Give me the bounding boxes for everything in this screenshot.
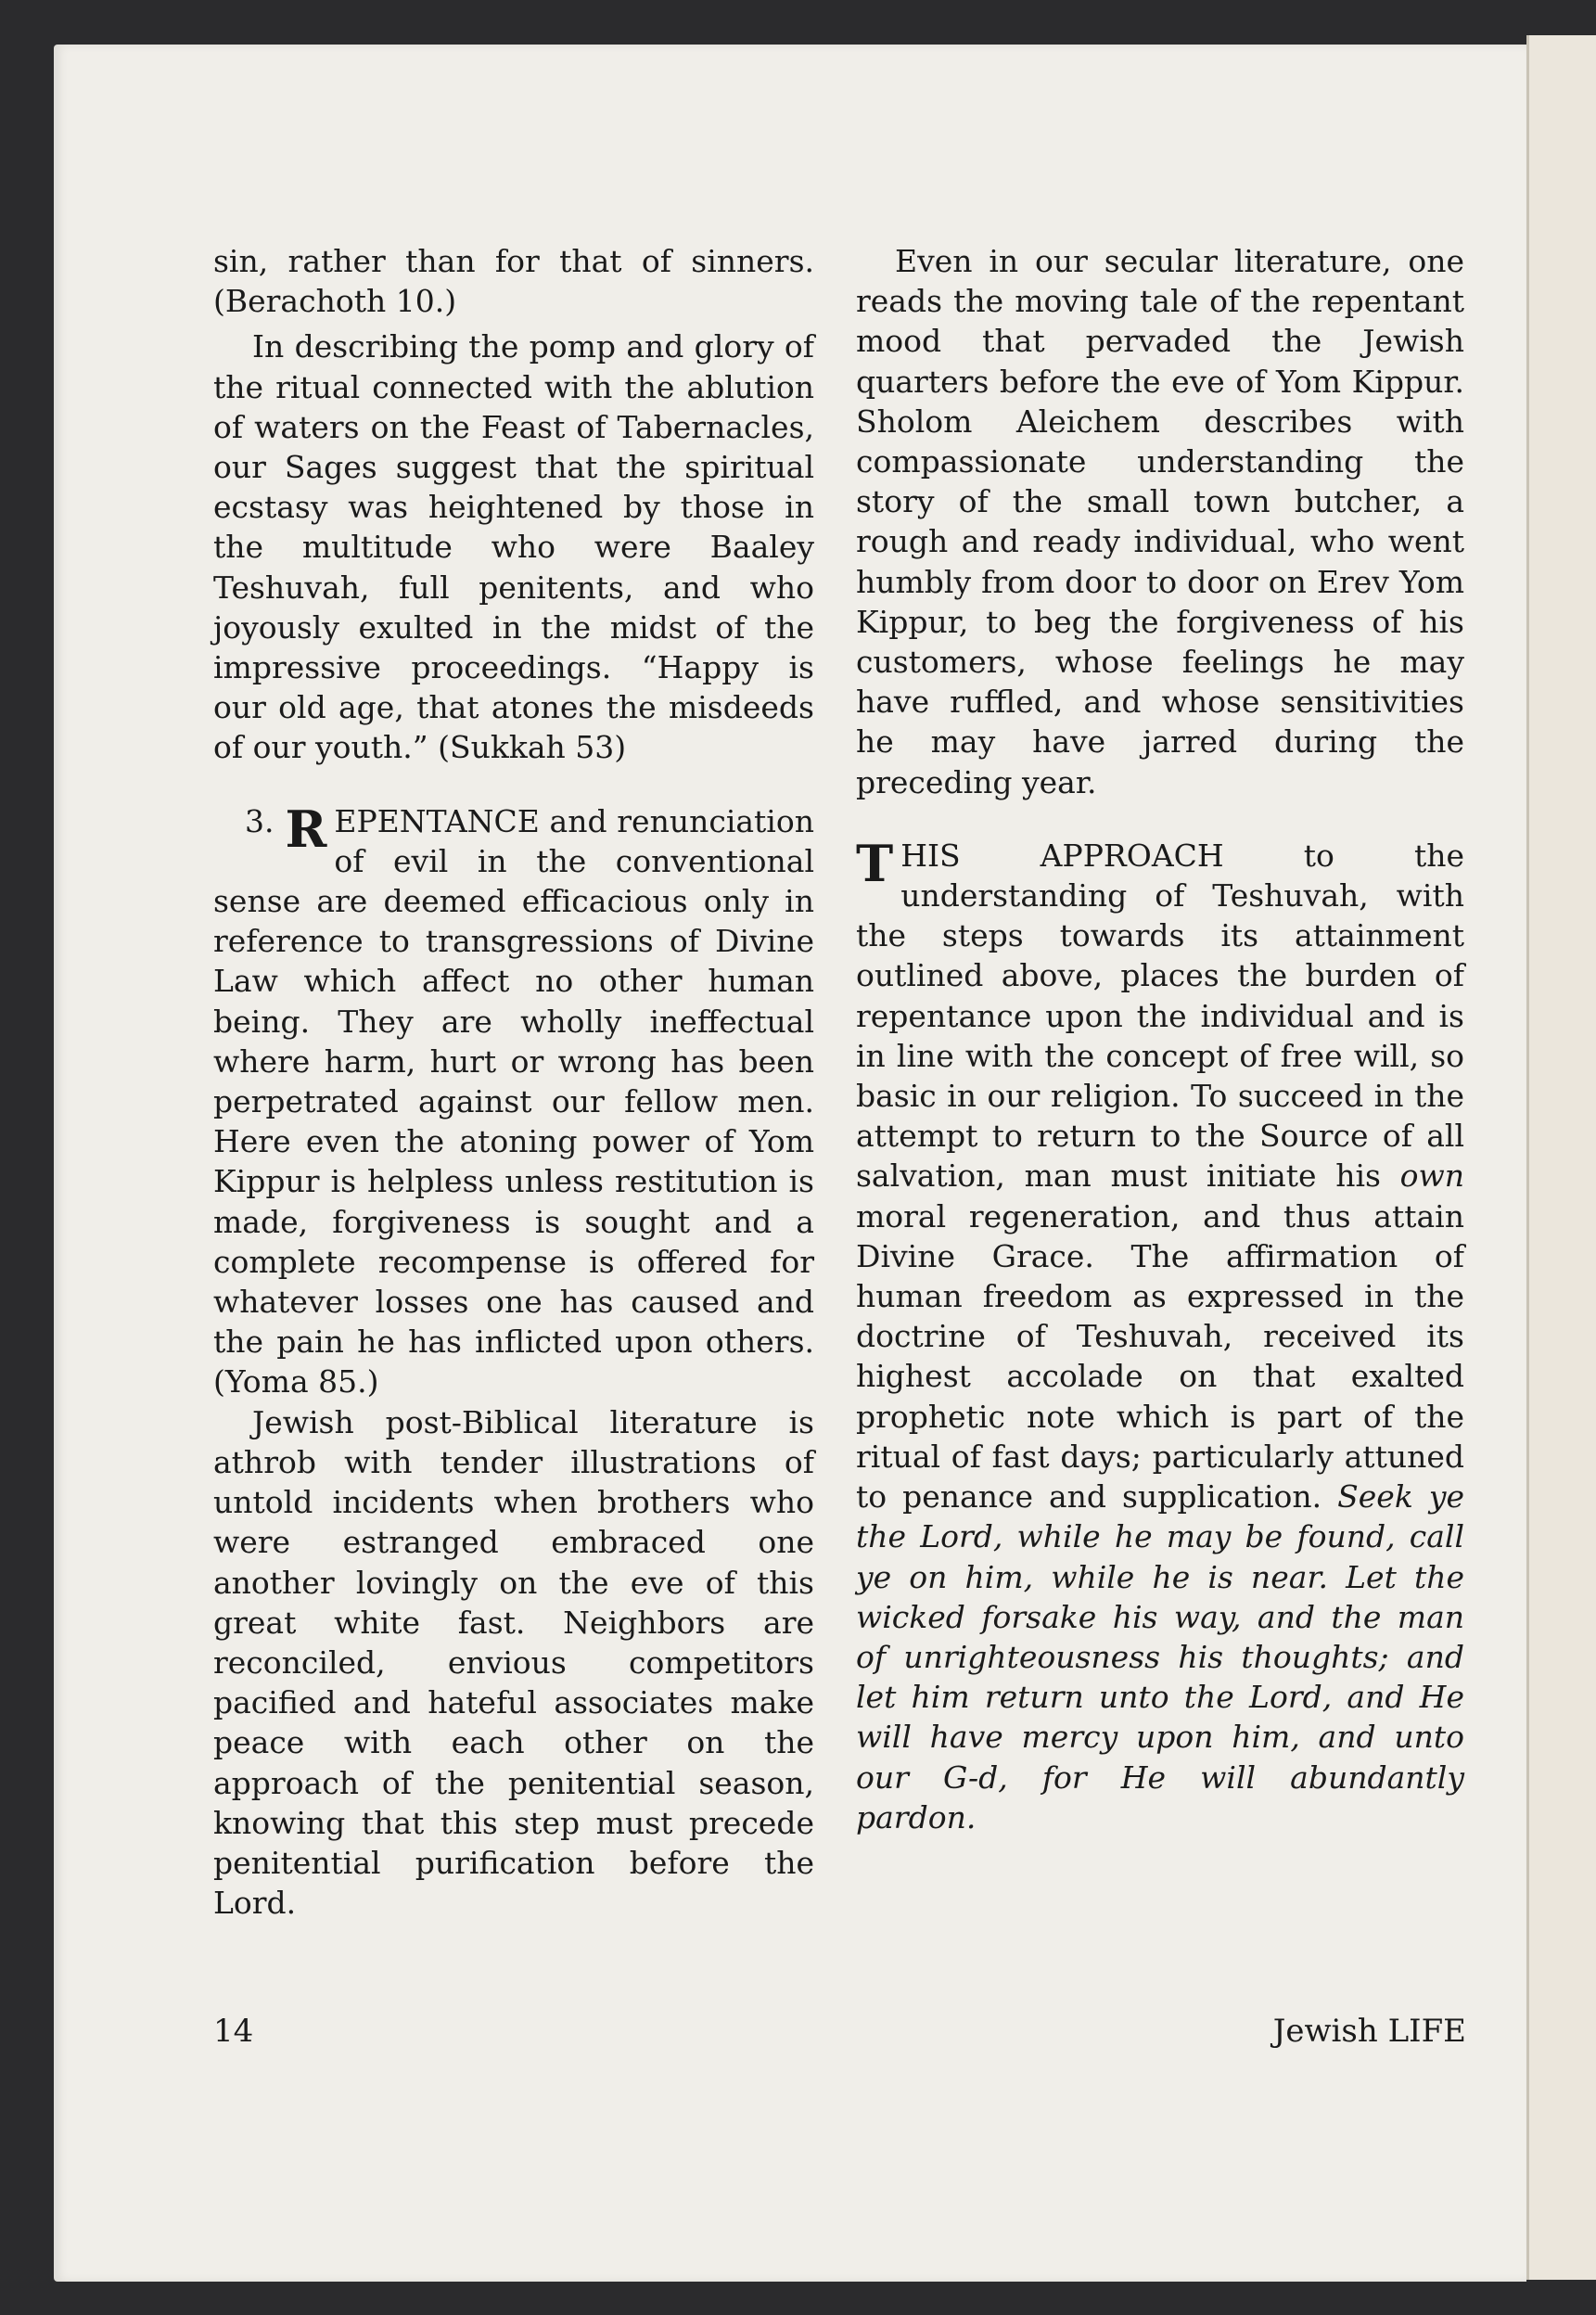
drop-cap-t: T [856,833,894,893]
publication-name: Jewish LIFE [1272,2013,1466,2050]
left-paragraph-1: sin, rather than for that of sinners. (Berachoth 10.) [213,243,814,320]
left-column [213,241,814,1923]
page-number: 14 [213,2013,254,2050]
right-paragraph-1: Even in our secular literature, one reads the moving tale of the repentant mood that pervaded the Jewish quarters before the eve of Yom Kippur. Sholom Aleichem describes with compassionate understanding the story of the small town butcher, a rough and ready individual, who went humbly from door to door on Erev Yom Kippur, to beg the forgiveness of his customers, whose feelings he may have ruffled, and whose sensitivities he may have jarred during the preceding year. [856,243,1464,800]
right-paragraph-2 [856,833,1464,1837]
drop-cap-r: R [285,799,327,859]
adjacent-page-edge [1526,35,1596,2280]
left-paragraph-2: In describing the pomp and glory of the ritual connected with the ablution of waters on the Feast of Tabernacles, our Sages suggest that the spiritual ecstasy was heightened by those in the multitude who were Baaley Teshuvah, full penitents, and who joyously exulted in the midst of the impressive proceedings. “Happy is our old age, that atones the misdeeds of our youth.” (Sukkah 53) [213,328,814,766]
emphasis-own: own [1399,1158,1464,1195]
right-paragraph-2-text-b: moral regeneration, and thus attain Divine Grace. The affirmation of human freedom as expressed in the doctrine of Teshuvah, received its highest accolade on that exalted prophetic note which is part of the ritual of fast days; particularly attuned to penance and supplication. [856,1197,1464,1516]
left-paragraph-4: Jewish post-Biblical literature is athrob with tender illustrations of untold incidents when brothers who were estranged embraced one another lovingly on the eve of this great white fast. Neighbors are reconciled, envious competitors pacified and hateful associates make peace with each other on the approach of the penitential season, knowing that this step must precede penitential purification before the Lord. [213,1403,814,1922]
left-paragraph-3 [213,801,814,1402]
right-paragraph-2-text-a: HIS APPROACH to the understanding of Teshuvah, with the steps towards its attainment outlined above, places the burden of repentance upon the individual and is in line with the concept of free will, so basic in our religion. To succeed in the attempt to return to the Source of all salvation, man must initiate his [856,837,1464,1195]
scripture-quote: Seek ye the Lord, while he may be found, call ye on him, while he is near. Let the wicked forsake his way, and the man of unrighteousness his thoughts; and let him return unto the Lord, and He will have mercy upon him, and unto our G-d, for He will abundantly pardon. [856,1478,1464,1835]
right-column [856,241,1464,1837]
section-number: 3. [245,802,275,839]
left-paragraph-3-text: EPENTANCE and renunciation of evil in the conventional sense are deemed efficacious only in reference to transgressions of Divine Law which affect no other human being. They are wholly ineffectual where harm, hurt or wrong has been perpetrated against our fellow men. Here even the atoning power of Yom Kippur is helpless unless restitution is made, forgiveness is sought and a complete recompense is offered for whatever losses one has caused and the pain he has inflicted upon others. (Yoma 85.) [213,802,814,1401]
